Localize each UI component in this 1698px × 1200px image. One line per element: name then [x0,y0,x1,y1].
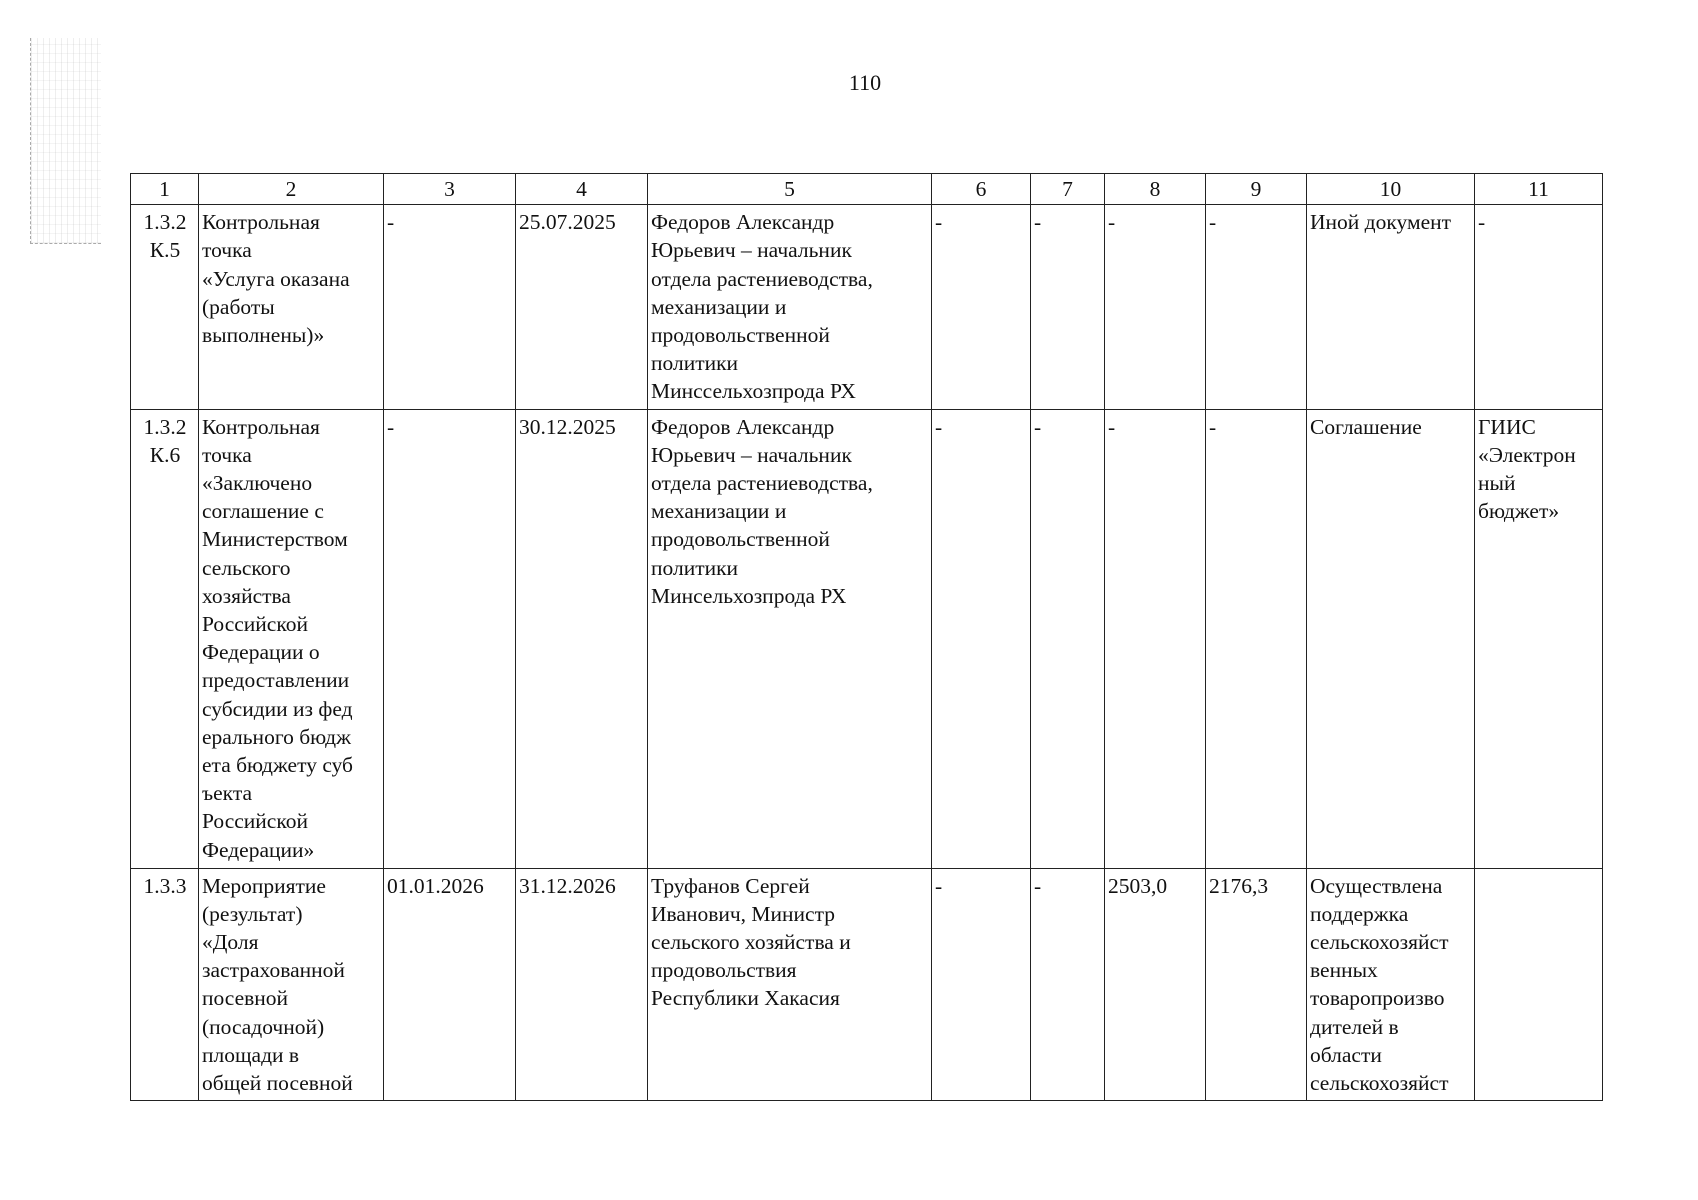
row-information-system: ГИИС «Электрон ный бюджет» [1475,409,1603,868]
row-end-date: 30.12.2025 [516,409,648,868]
row-col-8: - [1105,205,1206,409]
scan-stamp [30,38,101,244]
page-number: 110 [848,70,882,95]
row-information-system [1475,868,1603,1101]
row-responsible: Федоров Александр Юрьевич – начальник отдела растениеводства, механизации и продовольственной политики Минсельхозпрода РХ [648,409,932,868]
column-header: 5 [648,174,932,205]
table-row [131,868,1603,1101]
row-end-date: 31.12.2026 [516,868,648,1101]
row-col-7: - [1031,205,1105,409]
row-end-date: 25.07.2025 [516,205,648,409]
header-row [131,174,1603,205]
row-name: Контрольная точка «Услуга оказана (работы выполнены)» [199,205,384,409]
column-header: 3 [384,174,516,205]
plan-table [130,173,1603,1101]
row-col-6: - [932,205,1031,409]
row-document-type: Соглашение [1307,409,1475,868]
row-start-date: 01.01.2026 [384,868,516,1101]
row-start-date: - [384,205,516,409]
row-col-8: - [1105,409,1206,868]
row-name: Контрольная точка «Заключено соглашение с Министерством сельского хозяйства Российской Федерации о предоставлении субсидии из фед ерального бюдж ета бюджету суб ъекта Российской Федерации» [199,409,384,868]
row-col-9: - [1206,409,1307,868]
row-id: 1.3.2 К.5 [131,205,199,409]
row-responsible: Труфанов Сергей Иванович, Министр сельского хозяйства и продовольствия Республики Хакасия [648,868,932,1101]
row-start-date: - [384,409,516,868]
row-id: 1.3.2 К.6 [131,409,199,868]
row-id: 1.3.3 [131,868,199,1101]
column-header: 8 [1105,174,1206,205]
row-document-type: Осуществлена поддержка сельскохозяйст венных товаропроизво дителей в области сельскохозяйст [1307,868,1475,1101]
column-header: 2 [199,174,384,205]
row-col-6: - [932,409,1031,868]
column-header: 7 [1031,174,1105,205]
column-header: 1 [131,174,199,205]
column-header: 11 [1475,174,1603,205]
row-col-7: - [1031,868,1105,1101]
row-name: Мероприятие (результат) «Доля застрахованной посевной (посадочной) площади в общей посевной [199,868,384,1101]
column-header: 9 [1206,174,1307,205]
row-document-type: Иной документ [1307,205,1475,409]
column-header: 6 [932,174,1031,205]
row-col-8: 2503,0 [1105,868,1206,1101]
row-responsible: Федоров Александр Юрьевич – начальник отдела растениеводства, механизации и продовольственной политики Минссельхозпрода РХ [648,205,932,409]
column-header: 4 [516,174,648,205]
row-col-9: - [1206,205,1307,409]
row-col-6: - [932,868,1031,1101]
table-row [131,409,1603,868]
row-col-9: 2176,3 [1206,868,1307,1101]
row-information-system: - [1475,205,1603,409]
column-header: 10 [1307,174,1475,205]
table-row [131,205,1603,409]
row-col-7: - [1031,409,1105,868]
